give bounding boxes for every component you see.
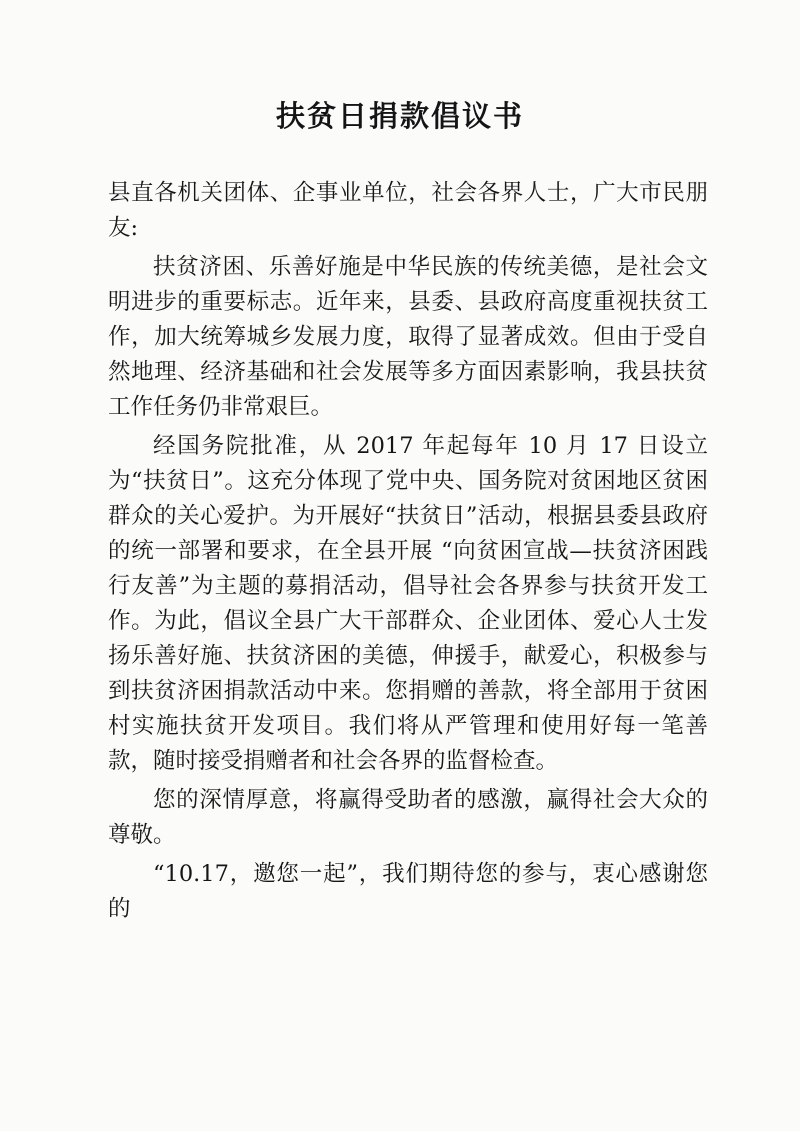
document-title: 扶贫日捐款倡议书 xyxy=(275,99,524,133)
paragraph-4: “10.17，邀您一起”，我们期待您的参与，衷心感谢您的 xyxy=(108,861,708,922)
paragraph-1: 扶贫济困、乐善好施是中华民族的传统美德，是社会文明进步的重要标志。近年来，县委、县政府高度重视扶贫工作，加大统筹城乡发展力度，取得了显著成效。但由于受自然地理、经济基础和社会发展等多方面因素影响，我县扶贫工作任务仍非常艰巨。 xyxy=(108,254,708,420)
paragraph-2: 经国务院批准，从 2017 年起每年 10 月 17 日设立为“扶贫日”。这充分体现了党中央、国务院对贫困地区贫困群众的关心爱护。为开展好“扶贫日”活动，根据县委县政府的统一部署和要求，在全县开展 “向贫困宣战—扶贫济困践行友善”为主题的募捐活动，倡导社会各界参与扶贫开发工作。为此，倡议全县广大干部群众、企业团体、爱心人士发扬乐善好施、扶贫济困的美德，伸援手，献爱心，积极参与到扶贫济困捐款活动中来。您捐赠的善款，将全部用于贫困村实施扶贫开发项目。我们将从严管理和使用好每一笔善款，随时接受捐赠者和社会各界的监督检查。 xyxy=(108,433,708,774)
paragraph-3: 您的深情厚意，将赢得受助者的感激，赢得社会大众的尊敬。 xyxy=(108,787,708,848)
salutation: 县直各机关团体、企事业单位，社会各界人士，广大市民朋友: xyxy=(108,180,708,241)
document-body xyxy=(108,176,708,931)
